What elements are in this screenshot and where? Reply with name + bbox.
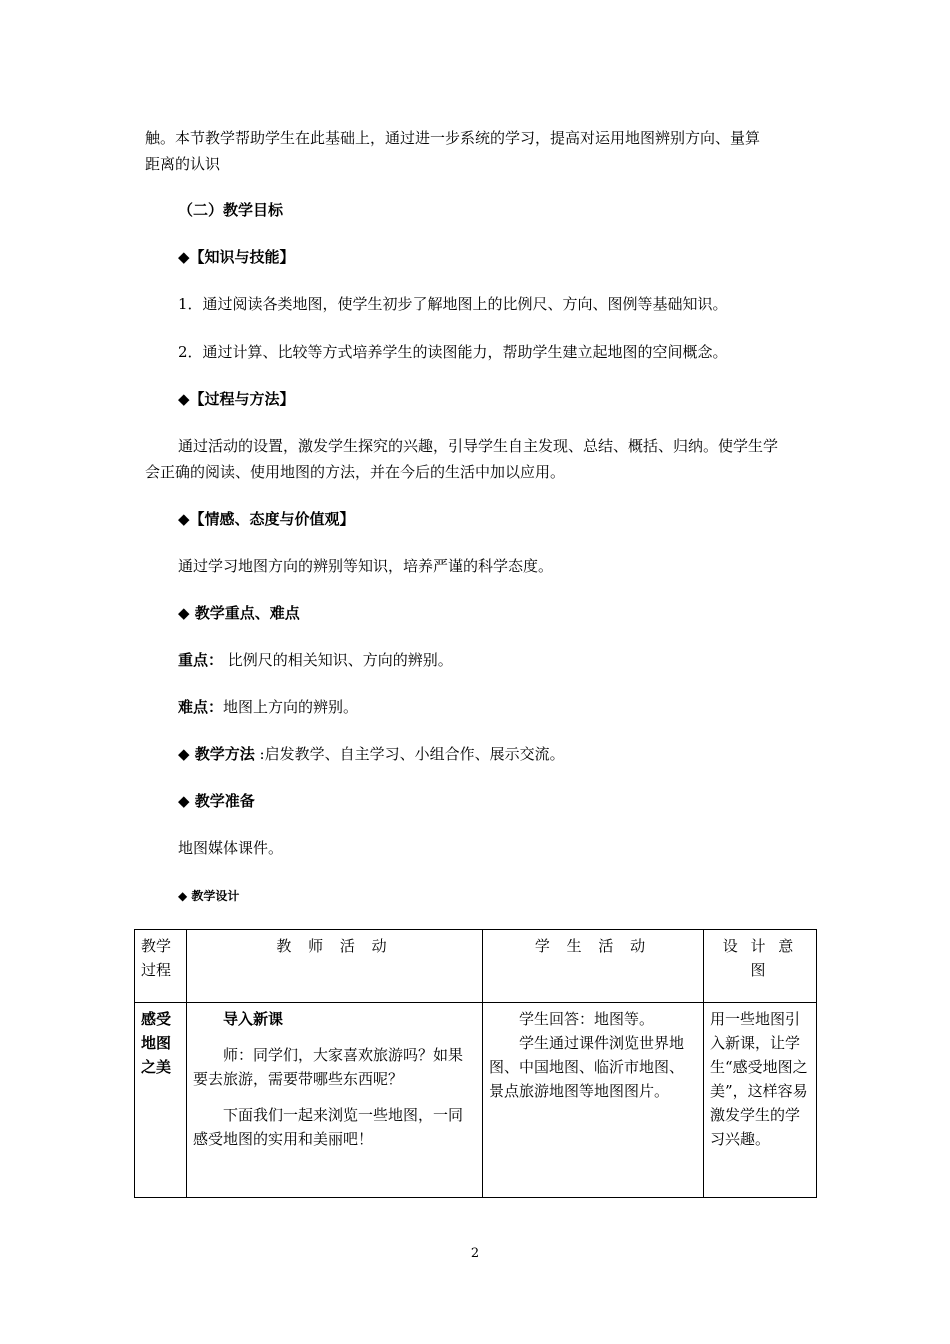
page-number: 2 [470, 1246, 480, 1261]
table-row [135, 1003, 817, 1198]
process-line-1: 通过活动的设置，激发学生探究的兴趣，引导学生自主发现、总结、概括、归纳。使学生学 [178, 437, 779, 455]
knowledge-heading: ◆【知识与技能】 [178, 248, 295, 266]
teacher-paragraph-2: 下面我们一起来浏览一些地图，一同感受地图的实用和美丽吧！ [193, 1106, 464, 1148]
header-intent: 设 计 意 图 [704, 930, 817, 1003]
intro-line-1: 触。本节教学帮助学生在此基础上，通过进一步系统的学习，提高对运用地图辨别方向、量算 [145, 129, 761, 147]
focus-label: 重点： [178, 651, 224, 669]
goals-heading: （二）教学目标 [178, 201, 284, 219]
prep-text: 地图媒体课件。 [178, 839, 284, 857]
method-heading: ◆ 教学方法 [178, 745, 255, 763]
cell-student [483, 1003, 704, 1198]
header-stage: 教学过程 [135, 930, 187, 1003]
cell-intent: 用一些地图引入新课，让学生“感受地图之美”，这样容易激发学生的学习兴趣。 [704, 1003, 817, 1198]
intro-line-2: 距离的认识 [145, 155, 221, 173]
method-text: :启发教学、自主学习、小组合作、展示交流。 [254, 745, 565, 763]
difficulty-line [178, 694, 818, 720]
design-table [134, 929, 817, 1198]
prep-heading: ◆ 教学准备 [178, 792, 255, 810]
student-paragraph-1: 学生回答：地图等。 [519, 1010, 655, 1028]
emotion-text: 通过学习地图方向的辨别等知识，培养严谨的科学态度。 [178, 557, 554, 575]
teacher-paragraph-1: 师：同学们，大家喜欢旅游吗？如果要去旅游，需要带哪些东西呢？ [193, 1046, 464, 1088]
method-line [178, 741, 818, 767]
header-teacher: 教 师 活 动 [187, 930, 483, 1003]
emotion-heading: ◆【情感、态度与价值观】 [178, 510, 355, 528]
knowledge-item-1: 1．通过阅读各类地图，使学生初步了解地图上的比例尺、方向、图例等基础知识。 [178, 295, 728, 313]
process-heading: ◆【过程与方法】 [178, 390, 295, 408]
difficulty-text: 地图上方向的辨别。 [223, 698, 359, 716]
knowledge-item-2: 2．通过计算、比较等方式培养学生的读图能力，帮助学生建立起地图的空间概念。 [178, 343, 728, 361]
design-heading: ◆ 教学设计 [178, 889, 240, 903]
focus-line [178, 647, 818, 673]
student-paragraph-2: 学生通过课件浏览世界地图、中国地图、临沂市地图、景点旅游地图等地图图片。 [489, 1034, 685, 1100]
header-student: 学 生 活 动 [483, 930, 704, 1003]
key-heading: ◆ 教学重点、难点 [178, 604, 300, 622]
cell-teacher [187, 1003, 483, 1198]
process-line-2: 会正确的阅读、使用地图的方法，并在今后的生活中加以应用。 [145, 463, 566, 481]
teacher-title: 导入新课 [223, 1010, 284, 1028]
cell-stage: 感受地图之美 [135, 1003, 187, 1198]
table-header-row [135, 930, 817, 1003]
focus-text: 比例尺的相关知识、方向的辨别。 [223, 651, 453, 669]
difficulty-label: 难点： [178, 698, 224, 716]
